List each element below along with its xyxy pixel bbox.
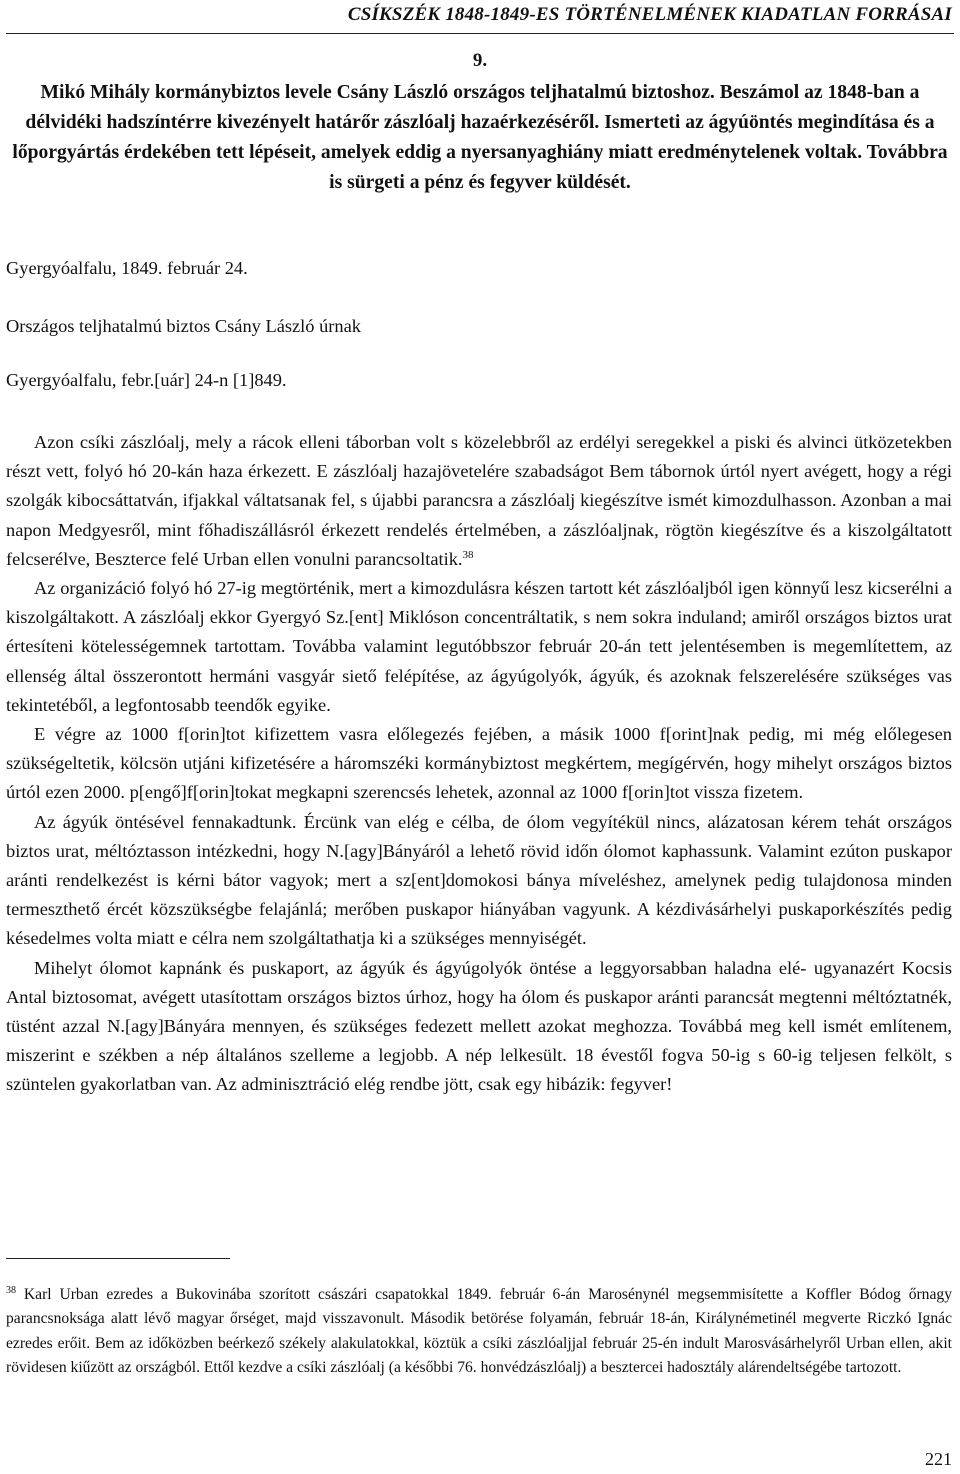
footnote-text: Karl Urban ezredes a Bukovinába szorított császári csapatokkal 1849. február 6-án Marosénynél megsemmisítette a Koffler Bódog őrnagy parancsnoksága alatt lévő magyar őrséget, majd visszavonult. Második betörése folyamán, február 18-án, Királynémetinél megverte Riczkó Ignác ezredes erőit. Bem az időközben beérkező székely alakulatokkal, köztük a csíki zászlóaljjal február 25-én indult Marosvásárhelyről Urban ellen, akit rövidesen kiűzött az országból. Ettől kezdve a csíki zászlóalj (a későbbi 76. honvédzászlóalj) a besztercei hadosztály alárendeltségébe tartozott. [6,1286,952,1377]
footnote [6,1283,952,1381]
letter-body [6,428,952,1100]
page-number: 221 [925,1449,952,1469]
header-rule [6,33,954,34]
paragraph: E végre az 1000 f[orin]tot kifizettem vasra előlegezés fejében, a másik 1000 f[orint]nak pedig, mi még előlegesen szükségeltetik, kölcsön utjáni kifizetésére a háromszéki kormánybiztost megkértem, megígérvén, hogy mihelyt országos biztos úrtól ezen 2000. p[engő]f[orin]tokat megkapni szerencsés lehetek, azonnal az 1000 f[orin]tot vissza fizetem. [6,724,952,803]
paragraph: Az organizáció folyó hó 27-ig megtörténik, mert a kimozdulásra készen tartott két zászlóaljból igen könnyű lesz kicserélni a kiszolgáltakott. A zászlóalj ekkor Gyergyó Sz.[ent] Miklóson concentráltatik, s nem sokra induland; amiről országos biztos urat értesíteni kötelességemnek tartottam. Továbba valamint legutóbbszor február 20-án tett jelentésemben is megemlítettem, az ellenség által összerontott hermáni vasgyár siető felépítése, az ágyúgolyók, ágyúk, és azoknak felszerelésére szükséges vas tekintetéből, a legfontosabb teendők egyike. [6,578,952,715]
paragraph [6,428,952,574]
addressee: Országos teljhatalmú biztos Csány László úrnak [6,316,361,336]
running-header: CSÍKSZÉK 1848-1849-ES TÖRTÉNELMÉNEK KIADATLAN FORRÁSAI [347,4,952,25]
place-date: Gyergyóalfalu, 1849. február 24. [6,258,248,278]
document-number: 9. [472,50,488,71]
footnote-reference[interactable]: 38 [462,548,474,561]
paragraph-text: Azon csíki zászlóalj, mely a rácok elleni táborban volt s közelebbről az erdélyi seregekkel a piski és alvinci ütközetekben részt vett, folyó hó 20-kán haza érkezett. E zászlóalj hazajövetelére szabadságot Bem tábornok úrtól nyert avégett, hogy a régi szolgák kibocsáttatván, ifjakkal váltatsanak fel, s újabbi parancsra a zászlóalj kiegészítve ismét kimozdulhasson. Azonban a mai napon Medgyesről, mint főhadiszállásról érkezett rendelés értelmében, a zászlóaljnak, rögtön kiegészítve és a kiszolgáltatott felcserélve, Beszterce felé Urban ellen vonulni parancsoltatik. [6,432,952,569]
footnote-number: 38 [6,1284,16,1296]
paragraph: Az ágyúk öntésével fennakadtunk. Ércünk van elég e célba, de ólom vegyítékül nincs, alázatosan kérem tehát országos biztos urat, méltóztasson intézkedni, hogy N.[agy]Bányáról a lehető rövid időn ólomot kaphassunk. Valamint ezúton puskapor aránti rendelkezést is kérni bátor vagyok; mert a sz[ent]domokosi bánya míveléshez, amelynek pedig tulajdonosa minden termeszthető ércét közszükségbe felajánlá; merőben puskapor hiányában vagyunk. A kézdivásárhelyi puskaporkészítés pedig késedelmes volta miatt e célra nem szolgáltathatja ki a szükséges mennyiségét. [6,811,952,949]
footnote-rule [6,1258,230,1259]
document-title: Mikó Mihály kormánybiztos levele Csány László országos teljhatalmú biztoshoz. Beszámol az 1848-ban a délvidéki hadszíntérre kivezényelt határőr zászlóalj hazaérkezéséről. Ismerteti az ágyúöntés megindítása és a lőporgyártás érdekében tett lépéseit, amelyek eddig a nyersanyaghiány miatt eredménytelenek voltak. Továbbra is sürgeti a pénz és fegyver küldését. [12,82,948,193]
paragraph: Mihelyt ólomot kapnánk és puskaport, az ágyúk és ágyúgolyók öntése a leggyorsabban haladna elé- ugyanazért Kocsis Antal biztosomat, avégett utasítottam országos biztos úrhoz, hogy ha ólom és puskapor aránti parancsát megtenni méltóztatnék, tüstént azzal N.[agy]Bányára mennyen, és szükséges fedezett mellett azokat meghozza. Továbbá meg kell ismét említenem, miszerint e székben a nép általános szelleme a legjobb. A nép lelkesült. 18 évestől fogva 50-ig s 60-ig teljesen felkölt, s szüntelen gyakorlatban van. Az adminisztráció elég rendbe jött, csak egy hibázik: fegyver! [6,957,952,1095]
letter-date: Gyergyóalfalu, febr.[uár] 24-n [1]849. [6,370,287,390]
